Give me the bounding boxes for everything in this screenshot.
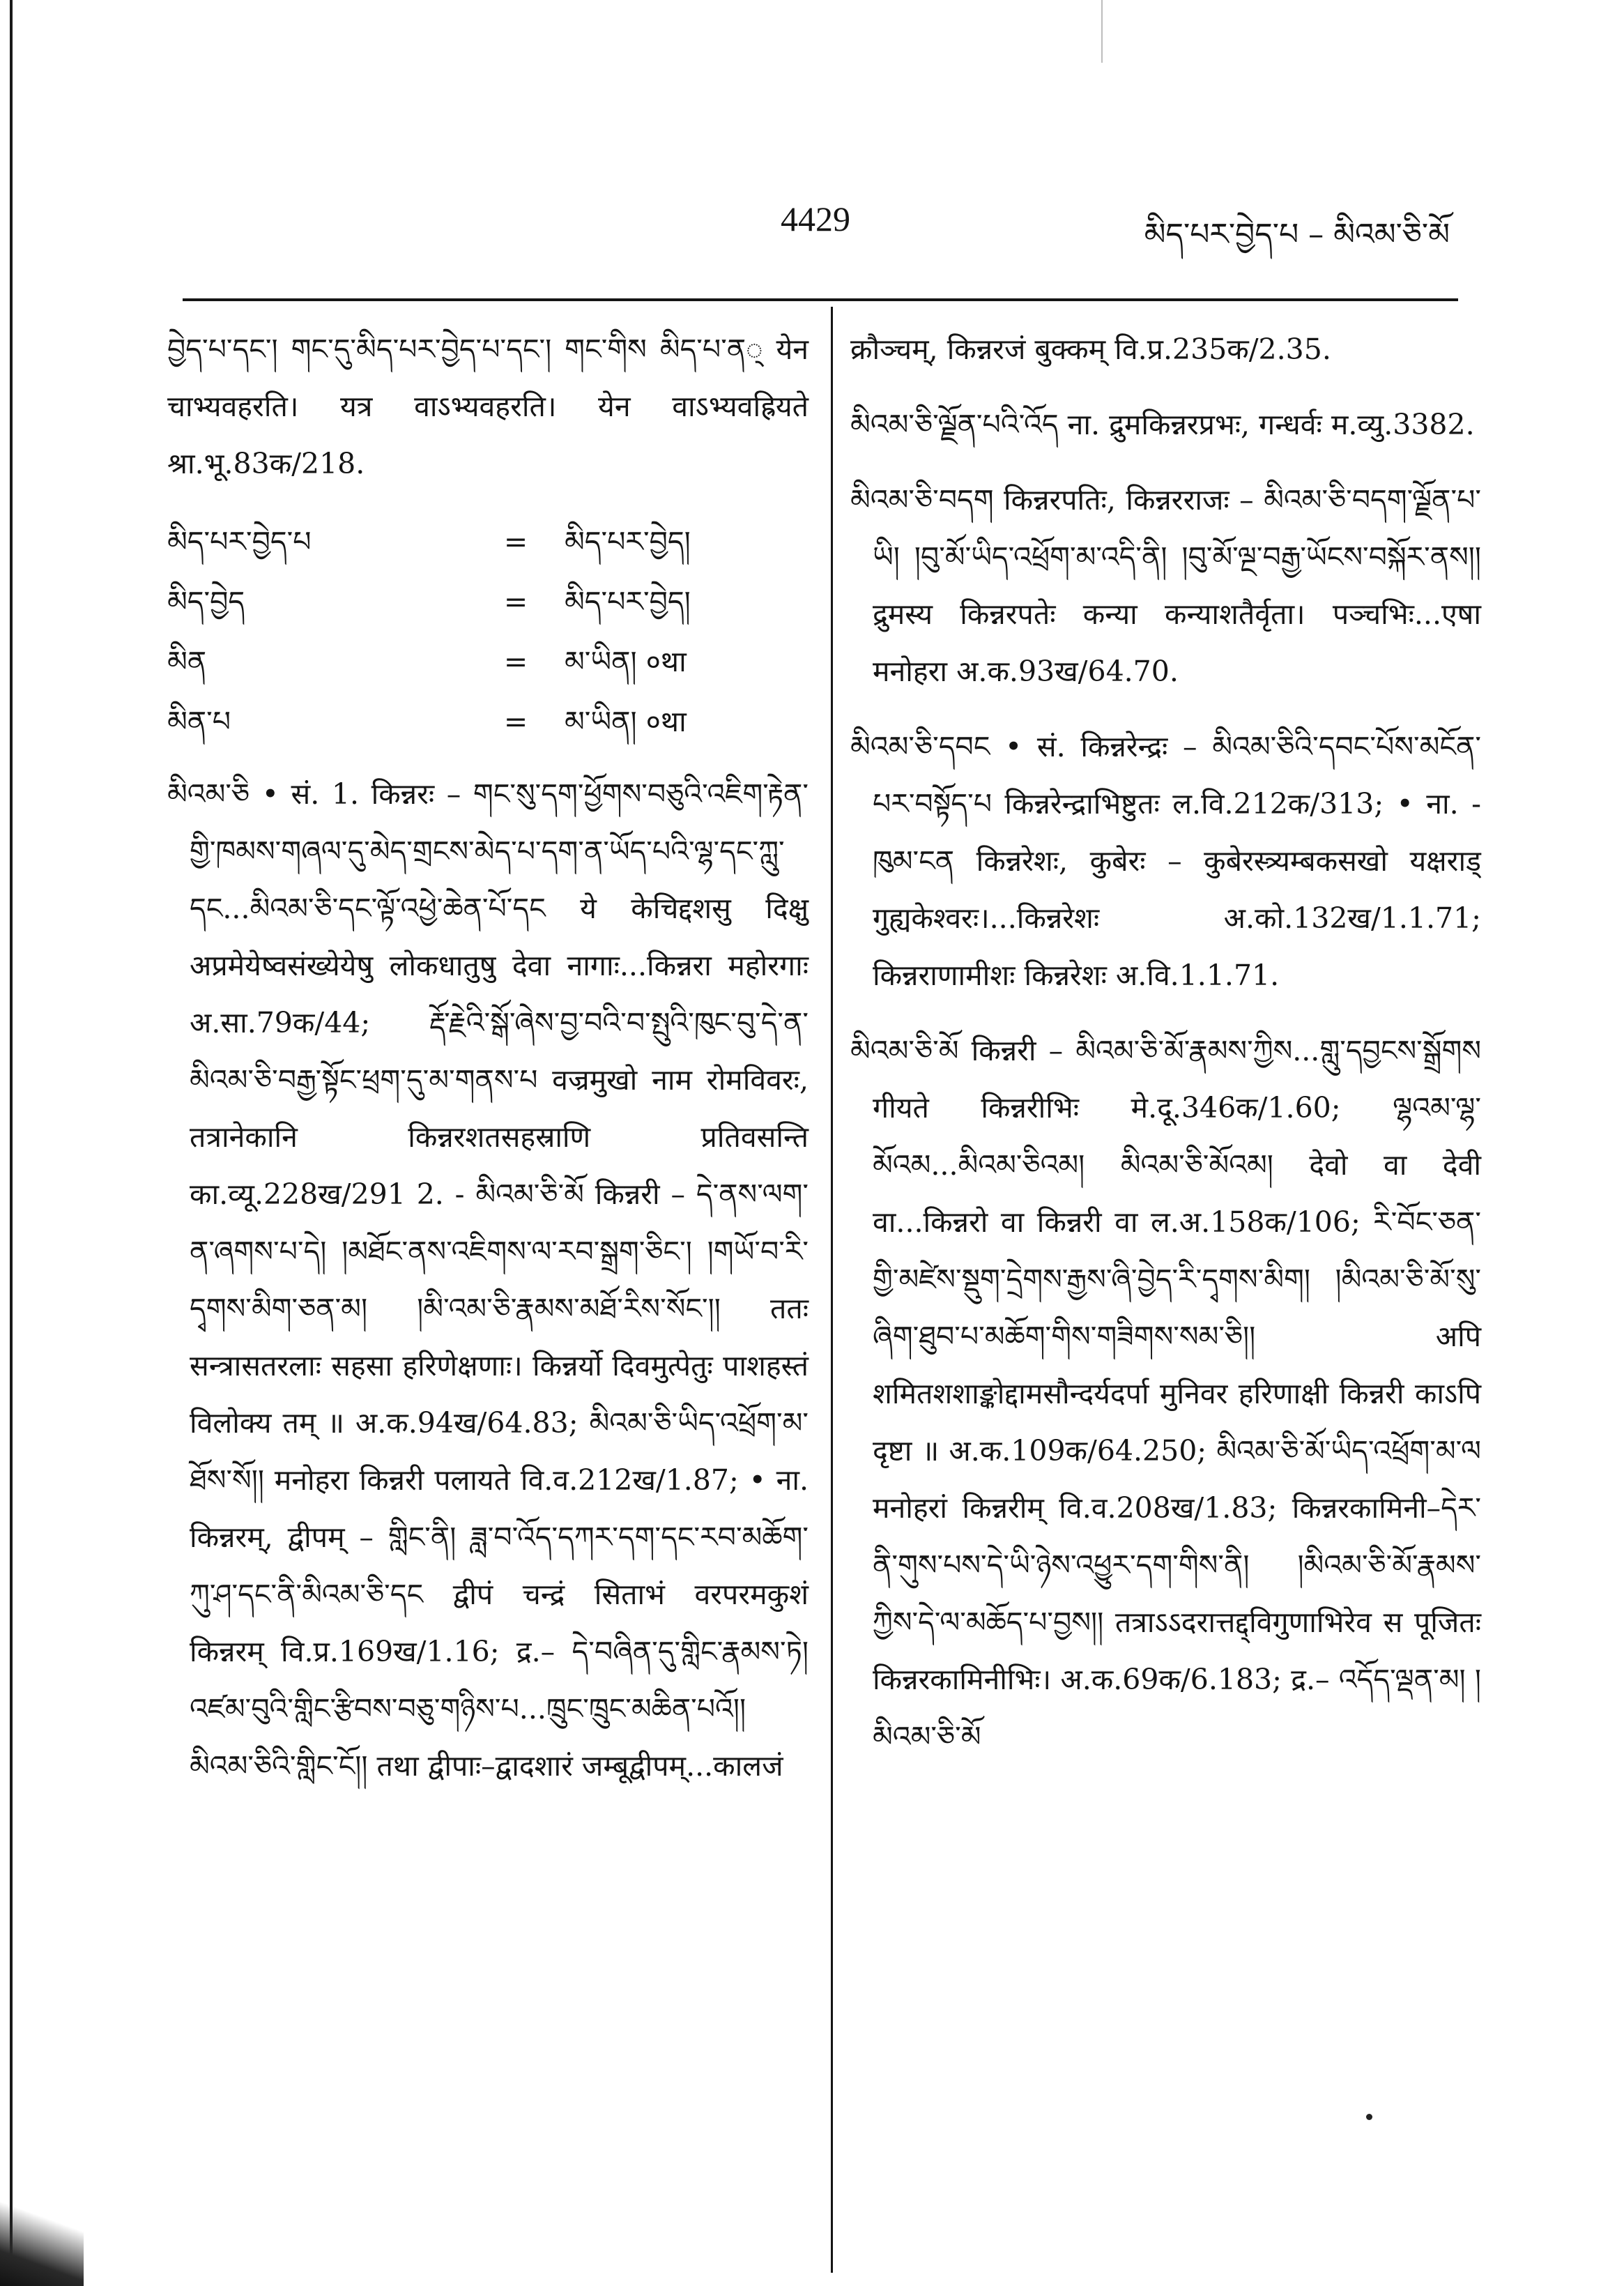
- scan-corner-shadow: [0, 2175, 84, 2286]
- xref-row: [167, 572, 809, 632]
- xref-equals: =: [503, 525, 528, 558]
- xref-equals: =: [503, 585, 528, 618]
- dictionary-entry: མིའམ་ཅི • सं. 1. किन्नरः – གང་སུ་དག་ཕྱོགས་བཅུའི་འཇིག་རྟེན་གྱི་ཁམས་གཞལ་དུ་མེད་གྲངས་མེད་པ་དག་ན་ཡོད་པའི་ལྷ་དང་ཀླུ་དང...མིའམ་ཅི་དང་ལྟོ་འཕྱེ་ཆེན་པོ་དང ये केचिद्दशसु दिक्षु अप्रमेयेष्वसंख्येयेषु लोकधातुषु देवा नागाः...किन्नरा महोरगाः अ.सा.79क/44; རྡོ་རྗེའི་སྒོ་ཞེས་བྱ་བའི་བ་སྤུའི་ཁུང་བུ་དེ་ན་མིའམ་ཅི་བརྒྱ་སྟོང་ཕྲག་དུ་མ་གནས་པ वज्रमुखो नाम रोमविवरः, तत्रानेकानि किन्नरशतसहस्राणि प्रतिवसन्ति का.व्यू.228ख/291 2. - མིའམ་ཅི་མོ किन्नरी – དེ་ནས་ལག་ན་ཞགས་པ་དེ། །མཐོང་ནས་འཇིགས་ལ་རབ་སྒྲག་ཅིང་། །གཡོ་བ་རི་དྭགས་མིག་ཅན་མ། །མི་འམ་ཅི་རྣམས་མཐོ་རིས་སོང་།། ततः सन्त्रासतरलाः सहसा हरिणेक्षणाः। किन्नर्यो दिवमुत्पेतुः पाशहस्तं विलोक्य तम् ॥ अ.क.94ख/64.83; མིའམ་ཅི་ཡིད་འཕྲོག་མ་ཐོས་སོ།། मनोहरा किन्नरी पलायते वि.व.212ख/1.87; • ना. किन्नरम्, द्वीपम् – གླིང་ནི། ཟླ་བ་འོད་དཀར་དག་དང་རབ་མཆོག་ཀུ་ཤ་དང་ནི་མིའམ་ཅི་དང द्वीपं चन्द्रं सिताभं वरपरमकुशं किन्नरम् वि.प्र.169ख/1.16; द्र.– དེ་བཞིན་དུ་གླིང་རྣམས་ཏེ། འཛམ་བུའི་གླིང་རྩིབས་བཅུ་གཉིས་པ...ཁྲུང་ཁྲུང་མཆིན་པའོ།། མིའམ་ཅིའི་གླིང་ངོ།། तथा द्वीपाः–द्वादशारं जम्बूद्वीपम्...कालजं: [167, 777, 809, 1783]
- page-number: 4429: [781, 199, 850, 238]
- xref-equals: =: [503, 645, 528, 678]
- xref-target: མ་ཡིན། ०था: [565, 645, 687, 678]
- xref-row: [167, 512, 809, 572]
- xref-equals: =: [503, 705, 528, 738]
- entry-continuation: क्रौञ्चम्, किन्नरजं बुक्कम् वि.प्र.235क/2.35.: [850, 333, 1331, 366]
- xref-term: མིད་བྱེད: [167, 585, 245, 618]
- xref-target: མིད་པར་བྱེད།: [565, 585, 691, 618]
- xref-target: མིད་པར་བྱེད།: [565, 525, 691, 558]
- running-head: མིད་པར་བྱེད་པ – མིའམ་ཅི་མོ: [1144, 217, 1450, 252]
- header-rule: [183, 298, 1458, 301]
- scan-speck: [1366, 2114, 1372, 2120]
- dictionary-entry: མིའམ་ཅི་དབང • सं. किन्नरेन्द्रः – མིའམ་ཅིའི་དབང་པོས་མངོན་པར་བསྟོད་པ किन्नरेन्द्राभिष्टुतः ल.वि.212क/313; • ना. - ཁུམ་ངན किन्नरेशः, कुबेरः – कुबेरस्त्र्यम्बकसखो यक्षराड् गुह्यकेश्वरः।...किन्नरेशः अ.को.132ख/1.1.71; किन्नराणामीशः किन्नरेशः अ.वि.1.1.71.: [850, 730, 1481, 992]
- scan-left-edge: [10, 0, 13, 2286]
- entry-continuation: བྱེད་པ་དང་། གང་དུ་མིད་པར་བྱེད་པ་དང་། གང་གིས མིད་པ་ན् येन चाभ्यवहरति। यत्र वाऽभ्यवहरति। येन वाऽभ्यवह्रियते श्रा.भू.83क/218.: [167, 333, 809, 480]
- xref-term: མིན: [167, 645, 207, 678]
- xref-term: མིན་པ: [167, 705, 231, 738]
- scan-mark: [1101, 0, 1103, 63]
- xref-row: [167, 692, 809, 752]
- xref-target: མ་ཡིན། ०था: [565, 705, 687, 738]
- dictionary-entry: མིའམ་ཅི་བདག किन्नरपतिः, किन्नरराजः – མིའམ་ཅི་བདག་ལྗོན་པ་ཡི། །བུ་མོ་ཡིད་འཕྲོག་མ་འདི་ནི། །བུ་མོ་ལྔ་བརྒྱ་ཡོངས་བསྐོར་ནས།། द्रुमस्य किन्नरपतेः कन्या कन्याशतैर्वृता। पञ्चभिः...एषा मनोहरा अ.क.93ख/64.70.: [850, 483, 1481, 688]
- dictionary-entry: མིའམ་ཅི་མོ किन्नरी – མིའམ་ཅི་མོ་རྣམས་ཀྱིས...གླུ་དབྱངས་སྒྲོགས गीयते किन्नरीभिः मे.दू.346क/1.60; ལྷའམ་ལྷ་མོའམ...མིའམ་ཅིའམ། མིའམ་ཅི་མོའམ། देवो वा देवी वा...किन्नरो वा किन्नरी वा ल.अ.158क/106; རི་བོང་ཅན་གྱི་མཛེས་སྡུག་དྲེགས་རྒྱས་ཞི་བྱེད་རི་དྭགས་མིག། །མིའམ་ཅི་མོ་སུ་ཞིག་ཐུབ་པ་མཆོག་གིས་གཟིགས་སམ་ཅི།། अपि शमितशशाङ्कोद्दामसौन्दर्यदर्पा मुनिवर हरिणाक्षी किन्नरी काऽपि दृष्टा ॥ अ.क.109क/64.250; མིའམ་ཅི་མོ་ཡིད་འཕྲོག་མ་ལ मनोहरां किन्नरीम् वि.व.208ख/1.83; किन्नरकामिनी–དེར་ནི་གུས་པས་དེ་ཡི་ཉེས་འཕྱུར་དག་གིས་ནི། །མིའམ་ཅི་མོ་རྣམས་ཀྱིས་དེ་ལ་མཆོད་པ་བྱས།། तत्राऽऽदरात्तद्द्विगुणाभिरेव स पूजितः किन्नरकामिनीभिः। अ.क.69क/6.183; द्र.– འདོད་ལྡན་མ། །མིའམ་ཅི་མོ: [850, 1034, 1481, 1753]
- xref-row: [167, 632, 809, 692]
- dictionary-entry: མིའམ་ཅི་ལྗོན་པའི་འོད ना. द्रुमकिन्नरप्रभः, गन्धर्वः म.व्यु.3382.: [850, 408, 1475, 441]
- xref-term: མིད་པར་བྱེད་པ: [167, 525, 312, 558]
- right-column: [850, 321, 1481, 1783]
- cross-reference-table: [167, 512, 809, 752]
- page-header: [0, 185, 1624, 254]
- left-column: [167, 321, 809, 1813]
- column-divider: [831, 307, 833, 2273]
